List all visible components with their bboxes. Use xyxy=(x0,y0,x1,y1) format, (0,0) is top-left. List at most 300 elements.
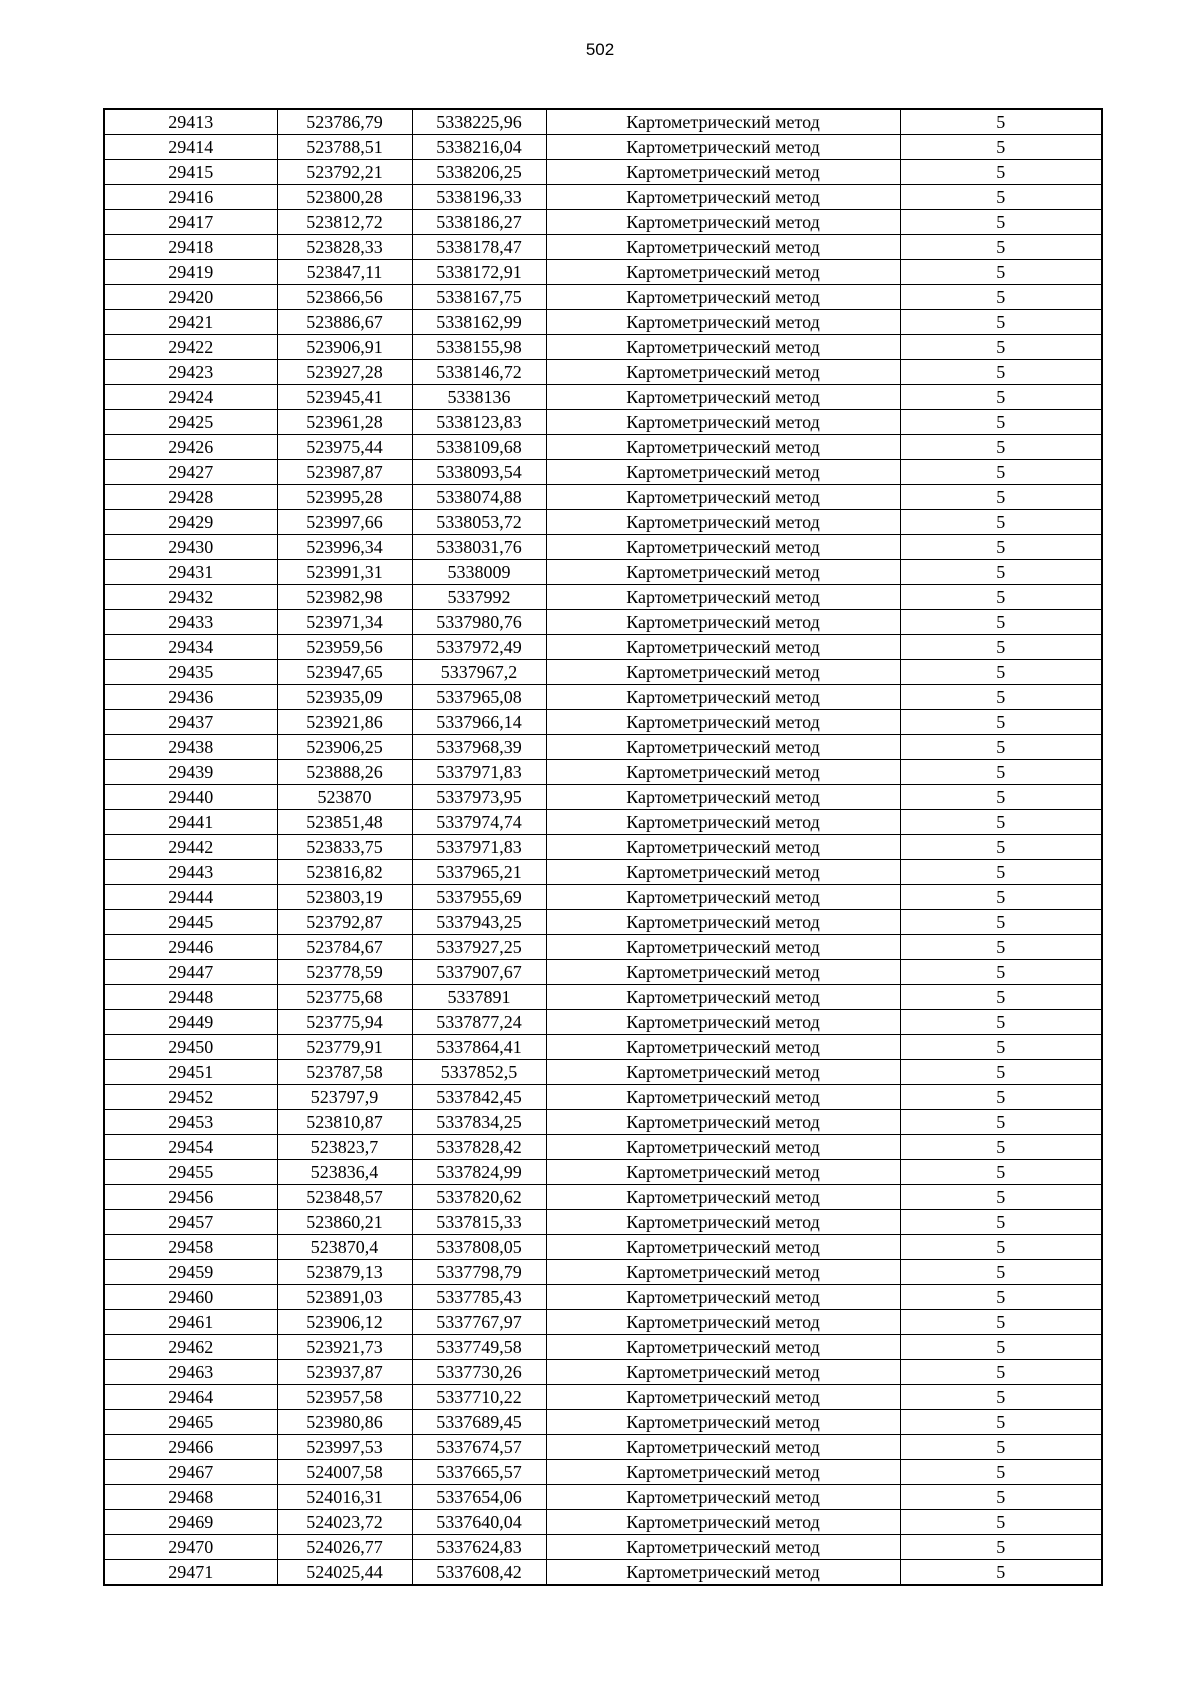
point-number-cell: 29471 xyxy=(104,1560,277,1586)
y-coordinate-cell: 5337730,26 xyxy=(412,1360,546,1385)
method-cell: Картометрический метод xyxy=(546,510,900,535)
method-cell: Картометрический метод xyxy=(546,560,900,585)
point-number-cell: 29428 xyxy=(104,485,277,510)
point-number-cell: 29465 xyxy=(104,1410,277,1435)
y-coordinate-cell: 5337973,95 xyxy=(412,785,546,810)
method-cell: Картометрический метод xyxy=(546,285,900,310)
y-coordinate-cell: 5337834,25 xyxy=(412,1110,546,1135)
table-row xyxy=(104,260,1102,285)
method-cell: Картометрический метод xyxy=(546,260,900,285)
table-row xyxy=(104,1260,1102,1285)
y-coordinate-cell: 5338206,25 xyxy=(412,160,546,185)
y-coordinate-cell: 5338074,88 xyxy=(412,485,546,510)
y-coordinate-cell: 5337689,45 xyxy=(412,1410,546,1435)
y-coordinate-cell: 5338136 xyxy=(412,385,546,410)
y-coordinate-cell: 5337877,24 xyxy=(412,1010,546,1035)
point-number-cell: 29459 xyxy=(104,1260,277,1285)
accuracy-cell: 5 xyxy=(900,685,1102,710)
page-number: 502 xyxy=(585,40,615,59)
method-cell: Картометрический метод xyxy=(546,1135,900,1160)
y-coordinate-cell: 5338009 xyxy=(412,560,546,585)
method-cell: Картометрический метод xyxy=(546,1160,900,1185)
table-row xyxy=(104,210,1102,235)
table-row xyxy=(104,435,1102,460)
point-number-cell: 29461 xyxy=(104,1310,277,1335)
point-number-cell: 29444 xyxy=(104,885,277,910)
table-row xyxy=(104,960,1102,985)
point-number-cell: 29454 xyxy=(104,1135,277,1160)
y-coordinate-cell: 5338162,99 xyxy=(412,310,546,335)
y-coordinate-cell: 5337943,25 xyxy=(412,910,546,935)
accuracy-cell: 5 xyxy=(900,460,1102,485)
x-coordinate-cell: 523792,21 xyxy=(277,160,412,185)
y-coordinate-cell: 5338167,75 xyxy=(412,285,546,310)
y-coordinate-cell: 5338109,68 xyxy=(412,435,546,460)
accuracy-cell: 5 xyxy=(900,660,1102,685)
y-coordinate-cell: 5338155,98 xyxy=(412,335,546,360)
point-number-cell: 29424 xyxy=(104,385,277,410)
accuracy-cell: 5 xyxy=(900,1160,1102,1185)
method-cell: Картометрический метод xyxy=(546,1110,900,1135)
method-cell: Картометрический метод xyxy=(546,935,900,960)
table-row xyxy=(104,1210,1102,1235)
method-cell: Картометрический метод xyxy=(546,109,900,135)
point-number-cell: 29464 xyxy=(104,1385,277,1410)
method-cell: Картометрический метод xyxy=(546,860,900,885)
point-number-cell: 29438 xyxy=(104,735,277,760)
table-row xyxy=(104,860,1102,885)
y-coordinate-cell: 5337824,99 xyxy=(412,1160,546,1185)
method-cell: Картометрический метод xyxy=(546,1060,900,1085)
point-number-cell: 29432 xyxy=(104,585,277,610)
method-cell: Картометрический метод xyxy=(546,1435,900,1460)
table-row xyxy=(104,1335,1102,1360)
table-row xyxy=(104,510,1102,535)
x-coordinate-cell: 523957,58 xyxy=(277,1385,412,1410)
x-coordinate-cell: 523975,44 xyxy=(277,435,412,460)
method-cell: Картометрический метод xyxy=(546,410,900,435)
method-cell: Картометрический метод xyxy=(546,610,900,635)
x-coordinate-cell: 523879,13 xyxy=(277,1260,412,1285)
y-coordinate-cell: 5337674,57 xyxy=(412,1435,546,1460)
table-row xyxy=(104,160,1102,185)
x-coordinate-cell: 523816,82 xyxy=(277,860,412,885)
accuracy-cell: 5 xyxy=(900,710,1102,735)
y-coordinate-cell: 5337967,2 xyxy=(412,660,546,685)
table-row xyxy=(104,535,1102,560)
point-number-cell: 29431 xyxy=(104,560,277,585)
point-number-cell: 29463 xyxy=(104,1360,277,1385)
x-coordinate-cell: 523812,72 xyxy=(277,210,412,235)
x-coordinate-cell: 523961,28 xyxy=(277,410,412,435)
accuracy-cell: 5 xyxy=(900,810,1102,835)
x-coordinate-cell: 523788,51 xyxy=(277,135,412,160)
accuracy-cell: 5 xyxy=(900,235,1102,260)
y-coordinate-cell: 5338053,72 xyxy=(412,510,546,535)
point-number-cell: 29415 xyxy=(104,160,277,185)
method-cell: Картометрический метод xyxy=(546,535,900,560)
method-cell: Картометрический метод xyxy=(546,360,900,385)
point-number-cell: 29425 xyxy=(104,410,277,435)
table-row xyxy=(104,1460,1102,1485)
y-coordinate-cell: 5337965,08 xyxy=(412,685,546,710)
accuracy-cell: 5 xyxy=(900,485,1102,510)
x-coordinate-cell: 523997,66 xyxy=(277,510,412,535)
point-number-cell: 29469 xyxy=(104,1510,277,1535)
point-number-cell: 29441 xyxy=(104,810,277,835)
table-row xyxy=(104,985,1102,1010)
y-coordinate-cell: 5337980,76 xyxy=(412,610,546,635)
y-coordinate-cell: 5338146,72 xyxy=(412,360,546,385)
table-row xyxy=(104,1385,1102,1410)
point-number-cell: 29426 xyxy=(104,435,277,460)
x-coordinate-cell: 523797,9 xyxy=(277,1085,412,1110)
point-number-cell: 29421 xyxy=(104,310,277,335)
table-row xyxy=(104,1110,1102,1135)
method-cell: Картометрический метод xyxy=(546,1210,900,1235)
y-coordinate-cell: 5337971,83 xyxy=(412,760,546,785)
table-row xyxy=(104,585,1102,610)
point-number-cell: 29443 xyxy=(104,860,277,885)
accuracy-cell: 5 xyxy=(900,960,1102,985)
method-cell: Картометрический метод xyxy=(546,485,900,510)
y-coordinate-cell: 5337992 xyxy=(412,585,546,610)
point-number-cell: 29448 xyxy=(104,985,277,1010)
x-coordinate-cell: 523935,09 xyxy=(277,685,412,710)
method-cell: Картометрический метод xyxy=(546,235,900,260)
y-coordinate-cell: 5337965,21 xyxy=(412,860,546,885)
point-number-cell: 29418 xyxy=(104,235,277,260)
y-coordinate-cell: 5337966,14 xyxy=(412,710,546,735)
x-coordinate-cell: 523995,28 xyxy=(277,485,412,510)
method-cell: Картометрический метод xyxy=(546,1335,900,1360)
table-row xyxy=(104,1560,1102,1586)
x-coordinate-cell: 523987,87 xyxy=(277,460,412,485)
method-cell: Картометрический метод xyxy=(546,585,900,610)
method-cell: Картометрический метод xyxy=(546,1185,900,1210)
accuracy-cell: 5 xyxy=(900,1560,1102,1586)
accuracy-cell: 5 xyxy=(900,1485,1102,1510)
method-cell: Картометрический метод xyxy=(546,1035,900,1060)
accuracy-cell: 5 xyxy=(900,1310,1102,1335)
x-coordinate-cell: 523937,87 xyxy=(277,1360,412,1385)
point-number-cell: 29430 xyxy=(104,535,277,560)
accuracy-cell: 5 xyxy=(900,385,1102,410)
x-coordinate-cell: 524023,72 xyxy=(277,1510,412,1535)
accuracy-cell: 5 xyxy=(900,835,1102,860)
method-cell: Картометрический метод xyxy=(546,310,900,335)
y-coordinate-cell: 5337808,05 xyxy=(412,1235,546,1260)
method-cell: Картометрический метод xyxy=(546,1385,900,1410)
table-row xyxy=(104,485,1102,510)
method-cell: Картометрический метод xyxy=(546,210,900,235)
x-coordinate-cell: 523906,12 xyxy=(277,1310,412,1335)
x-coordinate-cell: 523810,87 xyxy=(277,1110,412,1135)
y-coordinate-cell: 5337767,97 xyxy=(412,1310,546,1335)
y-coordinate-cell: 5338216,04 xyxy=(412,135,546,160)
point-number-cell: 29458 xyxy=(104,1235,277,1260)
point-number-cell: 29416 xyxy=(104,185,277,210)
point-number-cell: 29437 xyxy=(104,710,277,735)
method-cell: Картометрический метод xyxy=(546,885,900,910)
x-coordinate-cell: 523959,56 xyxy=(277,635,412,660)
y-coordinate-cell: 5337974,74 xyxy=(412,810,546,835)
point-number-cell: 29456 xyxy=(104,1185,277,1210)
x-coordinate-cell: 524025,44 xyxy=(277,1560,412,1586)
accuracy-cell: 5 xyxy=(900,885,1102,910)
x-coordinate-cell: 523866,56 xyxy=(277,285,412,310)
table-row xyxy=(104,285,1102,310)
table-row xyxy=(104,1235,1102,1260)
y-coordinate-cell: 5337820,62 xyxy=(412,1185,546,1210)
accuracy-cell: 5 xyxy=(900,1085,1102,1110)
point-number-cell: 29466 xyxy=(104,1435,277,1460)
table-row xyxy=(104,610,1102,635)
accuracy-cell: 5 xyxy=(900,785,1102,810)
y-coordinate-cell: 5337955,69 xyxy=(412,885,546,910)
table-row xyxy=(104,660,1102,685)
x-coordinate-cell: 523982,98 xyxy=(277,585,412,610)
x-coordinate-cell: 523980,86 xyxy=(277,1410,412,1435)
accuracy-cell: 5 xyxy=(900,510,1102,535)
method-cell: Картометрический метод xyxy=(546,1235,900,1260)
method-cell: Картометрический метод xyxy=(546,685,900,710)
accuracy-cell: 5 xyxy=(900,310,1102,335)
y-coordinate-cell: 5337842,45 xyxy=(412,1085,546,1110)
table-row xyxy=(104,1160,1102,1185)
y-coordinate-cell: 5338093,54 xyxy=(412,460,546,485)
method-cell: Картометрический метод xyxy=(546,1010,900,1035)
coordinates-table-body xyxy=(104,109,1102,1585)
accuracy-cell: 5 xyxy=(900,109,1102,135)
point-number-cell: 29434 xyxy=(104,635,277,660)
point-number-cell: 29447 xyxy=(104,960,277,985)
table-row xyxy=(104,235,1102,260)
method-cell: Картометрический метод xyxy=(546,635,900,660)
accuracy-cell: 5 xyxy=(900,160,1102,185)
x-coordinate-cell: 523888,26 xyxy=(277,760,412,785)
x-coordinate-cell: 523775,94 xyxy=(277,1010,412,1035)
method-cell: Картометрический метод xyxy=(546,810,900,835)
accuracy-cell: 5 xyxy=(900,1135,1102,1160)
accuracy-cell: 5 xyxy=(900,535,1102,560)
table-row xyxy=(104,560,1102,585)
accuracy-cell: 5 xyxy=(900,1210,1102,1235)
accuracy-cell: 5 xyxy=(900,1410,1102,1435)
method-cell: Картометрический метод xyxy=(546,1360,900,1385)
point-number-cell: 29455 xyxy=(104,1160,277,1185)
table-row xyxy=(104,1185,1102,1210)
x-coordinate-cell: 523779,91 xyxy=(277,1035,412,1060)
accuracy-cell: 5 xyxy=(900,585,1102,610)
y-coordinate-cell: 5337971,83 xyxy=(412,835,546,860)
point-number-cell: 29439 xyxy=(104,760,277,785)
table-row xyxy=(104,935,1102,960)
table-row xyxy=(104,185,1102,210)
point-number-cell: 29453 xyxy=(104,1110,277,1135)
accuracy-cell: 5 xyxy=(900,185,1102,210)
accuracy-cell: 5 xyxy=(900,135,1102,160)
method-cell: Картометрический метод xyxy=(546,785,900,810)
y-coordinate-cell: 5337968,39 xyxy=(412,735,546,760)
accuracy-cell: 5 xyxy=(900,285,1102,310)
x-coordinate-cell: 523860,21 xyxy=(277,1210,412,1235)
table-row xyxy=(104,1435,1102,1460)
x-coordinate-cell: 523836,4 xyxy=(277,1160,412,1185)
method-cell: Картометрический метод xyxy=(546,1085,900,1110)
y-coordinate-cell: 5337624,83 xyxy=(412,1535,546,1560)
y-coordinate-cell: 5337891 xyxy=(412,985,546,1010)
y-coordinate-cell: 5337798,79 xyxy=(412,1260,546,1285)
method-cell: Картометрический метод xyxy=(546,985,900,1010)
table-row xyxy=(104,1010,1102,1035)
accuracy-cell: 5 xyxy=(900,1385,1102,1410)
method-cell: Картометрический метод xyxy=(546,335,900,360)
point-number-cell: 29413 xyxy=(104,109,277,135)
y-coordinate-cell: 5337907,67 xyxy=(412,960,546,985)
y-coordinate-cell: 5338196,33 xyxy=(412,185,546,210)
accuracy-cell: 5 xyxy=(900,560,1102,585)
point-number-cell: 29419 xyxy=(104,260,277,285)
y-coordinate-cell: 5337665,57 xyxy=(412,1460,546,1485)
accuracy-cell: 5 xyxy=(900,1535,1102,1560)
point-number-cell: 29451 xyxy=(104,1060,277,1085)
x-coordinate-cell: 523945,41 xyxy=(277,385,412,410)
method-cell: Картометрический метод xyxy=(546,1560,900,1586)
x-coordinate-cell: 523927,28 xyxy=(277,360,412,385)
point-number-cell: 29470 xyxy=(104,1535,277,1560)
table-row xyxy=(104,109,1102,135)
point-number-cell: 29462 xyxy=(104,1335,277,1360)
method-cell: Картометрический метод xyxy=(546,460,900,485)
accuracy-cell: 5 xyxy=(900,860,1102,885)
table-row xyxy=(104,410,1102,435)
method-cell: Картометрический метод xyxy=(546,760,900,785)
accuracy-cell: 5 xyxy=(900,360,1102,385)
point-number-cell: 29460 xyxy=(104,1285,277,1310)
accuracy-cell: 5 xyxy=(900,760,1102,785)
x-coordinate-cell: 523828,33 xyxy=(277,235,412,260)
table-row xyxy=(104,1410,1102,1435)
x-coordinate-cell: 523997,53 xyxy=(277,1435,412,1460)
accuracy-cell: 5 xyxy=(900,260,1102,285)
x-coordinate-cell: 523848,57 xyxy=(277,1185,412,1210)
accuracy-cell: 5 xyxy=(900,335,1102,360)
table-row xyxy=(104,1485,1102,1510)
x-coordinate-cell: 523803,19 xyxy=(277,885,412,910)
x-coordinate-cell: 523847,11 xyxy=(277,260,412,285)
y-coordinate-cell: 5337608,42 xyxy=(412,1560,546,1586)
accuracy-cell: 5 xyxy=(900,1335,1102,1360)
y-coordinate-cell: 5337654,06 xyxy=(412,1485,546,1510)
accuracy-cell: 5 xyxy=(900,210,1102,235)
table-row xyxy=(104,1510,1102,1535)
point-number-cell: 29435 xyxy=(104,660,277,685)
point-number-cell: 29457 xyxy=(104,1210,277,1235)
point-number-cell: 29442 xyxy=(104,835,277,860)
y-coordinate-cell: 5338225,96 xyxy=(412,109,546,135)
accuracy-cell: 5 xyxy=(900,985,1102,1010)
table-row xyxy=(104,360,1102,385)
x-coordinate-cell: 523800,28 xyxy=(277,185,412,210)
table-row xyxy=(104,1535,1102,1560)
x-coordinate-cell: 523921,73 xyxy=(277,1335,412,1360)
method-cell: Картометрический метод xyxy=(546,1260,900,1285)
method-cell: Картометрический метод xyxy=(546,160,900,185)
y-coordinate-cell: 5337852,5 xyxy=(412,1060,546,1085)
x-coordinate-cell: 524016,31 xyxy=(277,1485,412,1510)
accuracy-cell: 5 xyxy=(900,735,1102,760)
x-coordinate-cell: 523906,25 xyxy=(277,735,412,760)
x-coordinate-cell: 523833,75 xyxy=(277,835,412,860)
y-coordinate-cell: 5337972,49 xyxy=(412,635,546,660)
y-coordinate-cell: 5337749,58 xyxy=(412,1335,546,1360)
table-row xyxy=(104,1310,1102,1335)
y-coordinate-cell: 5337828,42 xyxy=(412,1135,546,1160)
y-coordinate-cell: 5338123,83 xyxy=(412,410,546,435)
accuracy-cell: 5 xyxy=(900,1435,1102,1460)
accuracy-cell: 5 xyxy=(900,610,1102,635)
y-coordinate-cell: 5338172,91 xyxy=(412,260,546,285)
method-cell: Картометрический метод xyxy=(546,1285,900,1310)
point-number-cell: 29429 xyxy=(104,510,277,535)
y-coordinate-cell: 5337785,43 xyxy=(412,1285,546,1310)
method-cell: Картометрический метод xyxy=(546,735,900,760)
table-row xyxy=(104,460,1102,485)
x-coordinate-cell: 523921,86 xyxy=(277,710,412,735)
accuracy-cell: 5 xyxy=(900,1035,1102,1060)
x-coordinate-cell: 524007,58 xyxy=(277,1460,412,1485)
table-row xyxy=(104,1060,1102,1085)
table-row xyxy=(104,1285,1102,1310)
table-row xyxy=(104,760,1102,785)
table-row xyxy=(104,1360,1102,1385)
point-number-cell: 29414 xyxy=(104,135,277,160)
accuracy-cell: 5 xyxy=(900,935,1102,960)
accuracy-cell: 5 xyxy=(900,1285,1102,1310)
accuracy-cell: 5 xyxy=(900,1510,1102,1535)
accuracy-cell: 5 xyxy=(900,1060,1102,1085)
method-cell: Картометрический метод xyxy=(546,835,900,860)
accuracy-cell: 5 xyxy=(900,635,1102,660)
method-cell: Картометрический метод xyxy=(546,1410,900,1435)
y-coordinate-cell: 5338031,76 xyxy=(412,535,546,560)
point-number-cell: 29420 xyxy=(104,285,277,310)
x-coordinate-cell: 523870 xyxy=(277,785,412,810)
x-coordinate-cell: 523886,67 xyxy=(277,310,412,335)
table-row xyxy=(104,810,1102,835)
method-cell: Картометрический метод xyxy=(546,910,900,935)
accuracy-cell: 5 xyxy=(900,910,1102,935)
accuracy-cell: 5 xyxy=(900,410,1102,435)
x-coordinate-cell: 523784,67 xyxy=(277,935,412,960)
y-coordinate-cell: 5337640,04 xyxy=(412,1510,546,1535)
table-row xyxy=(104,910,1102,935)
coordinates-table xyxy=(103,108,1103,1586)
x-coordinate-cell: 523787,58 xyxy=(277,1060,412,1085)
point-number-cell: 29468 xyxy=(104,1485,277,1510)
point-number-cell: 29450 xyxy=(104,1035,277,1060)
x-coordinate-cell: 523906,91 xyxy=(277,335,412,360)
point-number-cell: 29449 xyxy=(104,1010,277,1035)
method-cell: Картометрический метод xyxy=(546,185,900,210)
table-row xyxy=(104,735,1102,760)
table-row xyxy=(104,1085,1102,1110)
table-row xyxy=(104,710,1102,735)
y-coordinate-cell: 5337864,41 xyxy=(412,1035,546,1060)
accuracy-cell: 5 xyxy=(900,435,1102,460)
point-number-cell: 29446 xyxy=(104,935,277,960)
